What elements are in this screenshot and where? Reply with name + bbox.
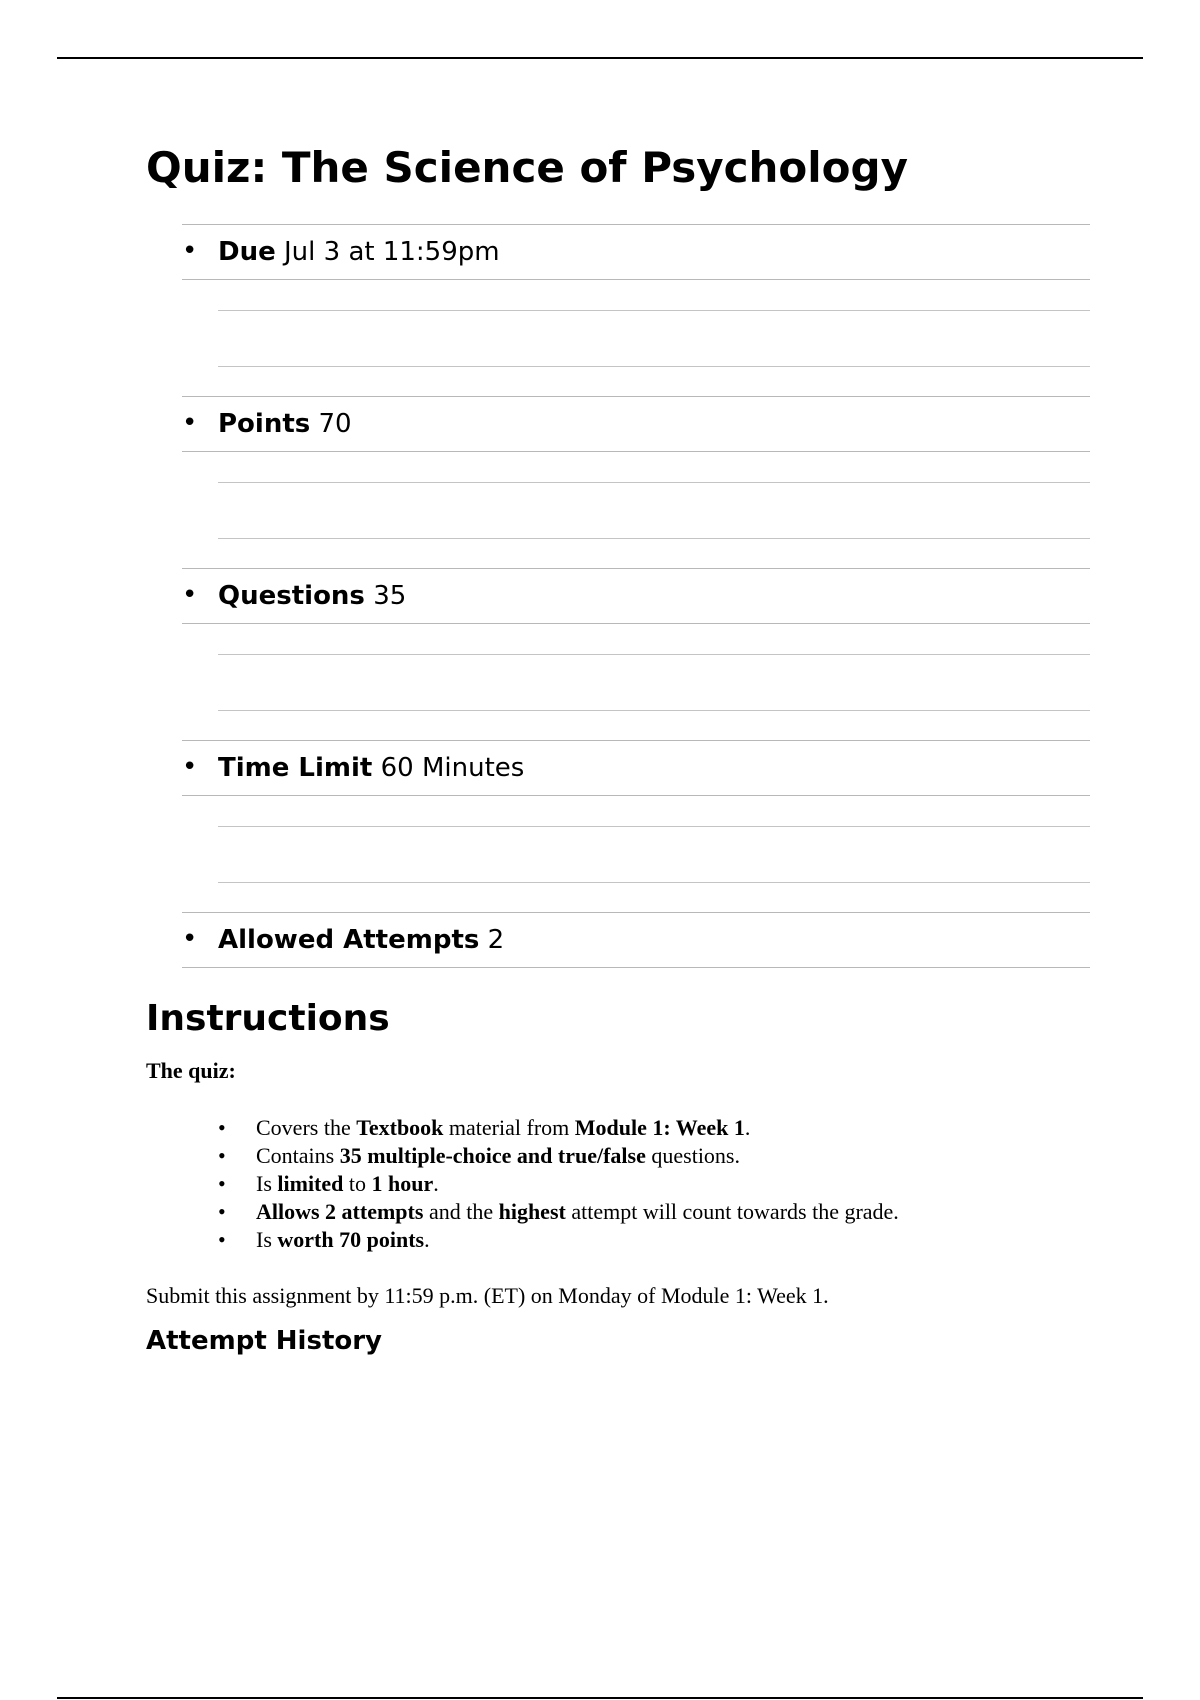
divider xyxy=(218,538,1090,539)
list-item: • Contains 35 multiple-choice and true/false questions. xyxy=(146,1142,899,1170)
detail-time-limit xyxy=(146,740,1090,912)
bullet-icon: • xyxy=(182,408,198,438)
detail-label: Time Limit xyxy=(218,753,373,783)
page-title: Quiz: The Science of Psychology xyxy=(146,143,908,192)
attempt-history-heading: Attempt History xyxy=(146,1326,383,1356)
divider xyxy=(218,366,1090,367)
list-item: • Covers the Textbook material from Module 1: Week 1. xyxy=(146,1114,899,1142)
detail-points xyxy=(146,396,1090,568)
list-item: • Is limited to 1 hour. xyxy=(146,1170,899,1198)
divider xyxy=(218,882,1090,883)
detail-label: Allowed Attempts xyxy=(218,925,480,955)
instructions-heading: Instructions xyxy=(146,998,390,1039)
divider xyxy=(218,310,1090,311)
quiz-intro: The quiz: xyxy=(146,1058,236,1083)
detail-label: Due xyxy=(218,237,276,267)
quiz-details-list xyxy=(146,224,1090,1084)
divider xyxy=(218,826,1090,827)
detail-value: 60 Minutes xyxy=(380,753,525,783)
bullet-icon: • xyxy=(182,752,198,782)
bullet-icon: • xyxy=(182,580,198,610)
list-item: • Is worth 70 points. xyxy=(146,1226,899,1254)
list-item: • Allows 2 attempts and the highest attempt will count towards the grade. xyxy=(146,1198,899,1226)
detail-value: 70 xyxy=(318,409,352,439)
detail-value: 35 xyxy=(373,581,407,611)
detail-label: Points xyxy=(218,409,311,439)
divider xyxy=(218,710,1090,711)
divider xyxy=(218,654,1090,655)
submit-note: Submit this assignment by 11:59 p.m. (ET) on Monday of Module 1: Week 1. xyxy=(146,1283,829,1308)
bullet-icon: • xyxy=(182,924,198,954)
bullet-icon: • xyxy=(182,236,198,266)
page-bottom-rule xyxy=(57,1697,1143,1699)
divider xyxy=(218,482,1090,483)
detail-value: Jul 3 at 11:59pm xyxy=(284,237,500,267)
page-top-rule xyxy=(57,57,1143,59)
detail-label: Questions xyxy=(218,581,365,611)
detail-value: 2 xyxy=(487,925,505,955)
instructions-list xyxy=(146,1114,899,1254)
detail-due xyxy=(146,224,1090,396)
detail-questions xyxy=(146,568,1090,740)
